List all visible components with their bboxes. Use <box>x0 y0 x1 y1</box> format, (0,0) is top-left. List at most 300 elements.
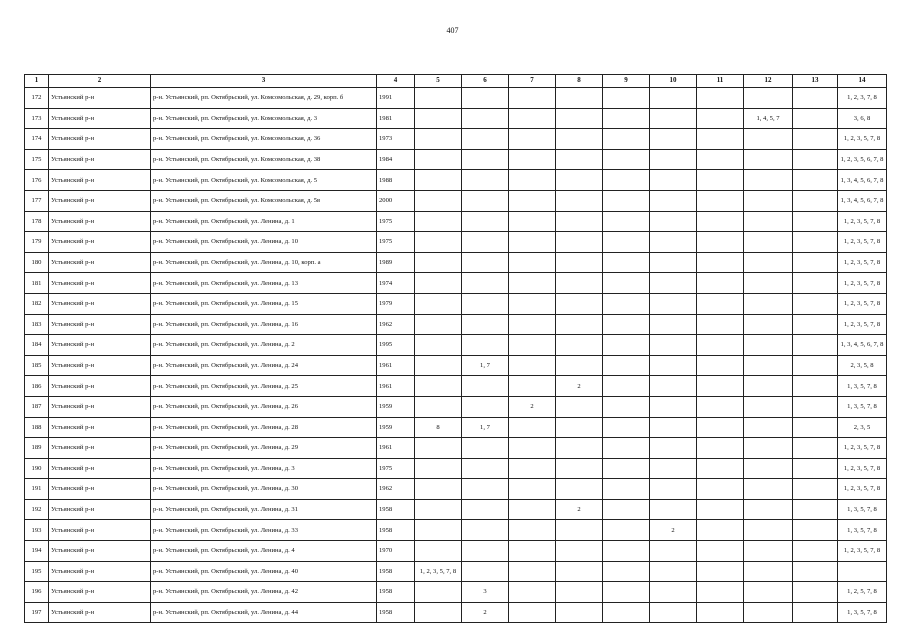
col9-cell <box>603 108 650 129</box>
table-row <box>25 376 887 397</box>
table-row <box>25 417 887 438</box>
col5-cell <box>415 293 462 314</box>
col13-cell <box>793 273 838 294</box>
col14-cell: 1, 2, 3, 5, 7, 8 <box>838 479 887 500</box>
col10-cell <box>650 438 697 459</box>
district-cell: Устьянский р-н <box>49 438 151 459</box>
col13-cell <box>793 252 838 273</box>
col9-cell <box>603 520 650 541</box>
col8-cell <box>556 129 603 150</box>
address-cell: р-н. Устьянский, рп. Октябрьский, ул. Ленина, д. 24 <box>151 355 377 376</box>
col7-cell <box>509 149 556 170</box>
address-cell: р-н. Устьянский, рп. Октябрьский, ул. Ленина, д. 31 <box>151 499 377 520</box>
col14-cell: 1, 3, 5, 7, 8 <box>838 396 887 417</box>
col11-cell <box>697 335 744 356</box>
col9-cell <box>603 499 650 520</box>
col5-cell: 1, 2, 3, 5, 7, 8 <box>415 561 462 582</box>
col6-cell <box>462 314 509 335</box>
col11-cell <box>697 355 744 376</box>
col11-cell <box>697 314 744 335</box>
col11-cell <box>697 520 744 541</box>
col11-cell <box>697 273 744 294</box>
col9-cell <box>603 149 650 170</box>
address-cell: р-н. Устьянский, рп. Октябрьский, ул. Ленина, д. 15 <box>151 293 377 314</box>
col6-cell: 1, 7 <box>462 355 509 376</box>
col14-cell: 1, 2, 3, 5, 6, 7, 8 <box>838 149 887 170</box>
row-number: 177 <box>25 190 49 211</box>
col14-cell: 1, 2, 3, 5, 7, 8 <box>838 273 887 294</box>
address-cell: р-н. Устьянский, рп. Октябрьский, ул. Ленина, д. 29 <box>151 438 377 459</box>
col9-cell <box>603 561 650 582</box>
col10-cell <box>650 211 697 232</box>
col8-cell <box>556 541 603 562</box>
district-cell: Устьянский р-н <box>49 232 151 253</box>
col8-cell <box>556 88 603 109</box>
col13-cell <box>793 149 838 170</box>
col7-cell <box>509 541 556 562</box>
col6-cell <box>462 273 509 294</box>
col7-cell <box>509 355 556 376</box>
address-cell: р-н. Устьянский, рп. Октябрьский, ул. Комсомольская, д. 38 <box>151 149 377 170</box>
district-cell: Устьянский р-н <box>49 582 151 603</box>
col13-cell <box>793 561 838 582</box>
col6-cell <box>462 479 509 500</box>
year-cell: 1958 <box>377 499 415 520</box>
row-number: 196 <box>25 582 49 603</box>
col10-cell <box>650 170 697 191</box>
col10-cell <box>650 479 697 500</box>
col6-cell <box>462 458 509 479</box>
col6-cell <box>462 396 509 417</box>
table-row <box>25 88 887 109</box>
col5-cell <box>415 149 462 170</box>
district-cell: Устьянский р-н <box>49 417 151 438</box>
table-header <box>25 75 887 88</box>
district-cell: Устьянский р-н <box>49 129 151 150</box>
year-cell: 1984 <box>377 149 415 170</box>
col14-cell <box>838 561 887 582</box>
col13-cell <box>793 129 838 150</box>
address-cell: р-н. Устьянский, рп. Октябрьский, ул. Ленина, д. 25 <box>151 376 377 397</box>
col8-cell <box>556 335 603 356</box>
col14-cell: 1, 3, 4, 5, 6, 7, 8 <box>838 190 887 211</box>
column-header: 4 <box>377 75 415 88</box>
housing-table <box>24 74 887 623</box>
year-cell: 1961 <box>377 376 415 397</box>
col7-cell <box>509 108 556 129</box>
col12-cell <box>744 252 793 273</box>
col12-cell <box>744 438 793 459</box>
col14-cell: 1, 2, 3, 5, 7, 8 <box>838 458 887 479</box>
year-cell: 1958 <box>377 582 415 603</box>
col13-cell <box>793 602 838 623</box>
col13-cell <box>793 170 838 191</box>
table-row <box>25 335 887 356</box>
col5-cell <box>415 602 462 623</box>
col9-cell <box>603 458 650 479</box>
row-number: 189 <box>25 438 49 459</box>
col9-cell <box>603 376 650 397</box>
table-row <box>25 149 887 170</box>
col14-cell: 1, 2, 3, 5, 7, 8 <box>838 293 887 314</box>
col12-cell: 1, 4, 5, 7 <box>744 108 793 129</box>
row-number: 172 <box>25 88 49 109</box>
table-row <box>25 479 887 500</box>
table-row <box>25 170 887 191</box>
table-row <box>25 273 887 294</box>
col8-cell: 2 <box>556 499 603 520</box>
col11-cell <box>697 438 744 459</box>
col7-cell <box>509 417 556 438</box>
year-cell: 1961 <box>377 355 415 376</box>
col14-cell: 1, 2, 3, 5, 7, 8 <box>838 438 887 459</box>
table-row <box>25 541 887 562</box>
col14-cell: 3, 6, 8 <box>838 108 887 129</box>
address-cell: р-н. Устьянский, рп. Октябрьский, ул. Комсомольская, д. 5 <box>151 170 377 191</box>
district-cell: Устьянский р-н <box>49 335 151 356</box>
district-cell: Устьянский р-н <box>49 190 151 211</box>
col5-cell <box>415 211 462 232</box>
col13-cell <box>793 335 838 356</box>
table-row <box>25 129 887 150</box>
col13-cell <box>793 232 838 253</box>
district-cell: Устьянский р-н <box>49 273 151 294</box>
col11-cell <box>697 252 744 273</box>
col6-cell <box>462 335 509 356</box>
col7-cell <box>509 252 556 273</box>
col10-cell <box>650 190 697 211</box>
col7-cell <box>509 582 556 603</box>
col9-cell <box>603 170 650 191</box>
row-number: 187 <box>25 396 49 417</box>
year-cell: 1975 <box>377 458 415 479</box>
col9-cell <box>603 252 650 273</box>
table-row <box>25 602 887 623</box>
col5-cell <box>415 88 462 109</box>
col9-cell <box>603 582 650 603</box>
col5-cell <box>415 273 462 294</box>
row-number: 173 <box>25 108 49 129</box>
col8-cell <box>556 479 603 500</box>
col6-cell <box>462 211 509 232</box>
table-row <box>25 355 887 376</box>
col9-cell <box>603 232 650 253</box>
col10-cell <box>650 541 697 562</box>
col10-cell <box>650 129 697 150</box>
col13-cell <box>793 190 838 211</box>
col8-cell <box>556 602 603 623</box>
col10-cell <box>650 314 697 335</box>
column-header: 7 <box>509 75 556 88</box>
address-cell: р-н. Устьянский, рп. Октябрьский, ул. Ленина, д. 10, корп. а <box>151 252 377 273</box>
row-number: 174 <box>25 129 49 150</box>
col5-cell <box>415 541 462 562</box>
col5-cell <box>415 232 462 253</box>
col5-cell <box>415 458 462 479</box>
col8-cell <box>556 355 603 376</box>
col14-cell: 1, 2, 3, 5, 7, 8 <box>838 252 887 273</box>
col10-cell <box>650 149 697 170</box>
col5-cell <box>415 396 462 417</box>
col8-cell <box>556 170 603 191</box>
row-number: 178 <box>25 211 49 232</box>
col13-cell <box>793 88 838 109</box>
col13-cell <box>793 417 838 438</box>
col9-cell <box>603 273 650 294</box>
table-row <box>25 396 887 417</box>
col9-cell <box>603 88 650 109</box>
column-header: 2 <box>49 75 151 88</box>
col10-cell <box>650 252 697 273</box>
col10-cell <box>650 293 697 314</box>
row-number: 186 <box>25 376 49 397</box>
table-row <box>25 314 887 335</box>
col7-cell <box>509 602 556 623</box>
col13-cell <box>793 396 838 417</box>
col9-cell <box>603 417 650 438</box>
col12-cell <box>744 232 793 253</box>
col6-cell <box>462 88 509 109</box>
col7-cell <box>509 170 556 191</box>
col7-cell <box>509 499 556 520</box>
col13-cell <box>793 582 838 603</box>
table-row <box>25 293 887 314</box>
col12-cell <box>744 396 793 417</box>
col11-cell <box>697 293 744 314</box>
col8-cell <box>556 190 603 211</box>
district-cell: Устьянский р-н <box>49 211 151 232</box>
address-cell: р-н. Устьянский, рп. Октябрьский, ул. Ленина, д. 33 <box>151 520 377 541</box>
col12-cell <box>744 582 793 603</box>
page-number: 407 <box>446 26 459 35</box>
row-number: 183 <box>25 314 49 335</box>
address-cell: р-н. Устьянский, рп. Октябрьский, ул. Ленина, д. 3 <box>151 458 377 479</box>
table-row <box>25 190 887 211</box>
address-cell: р-н. Устьянский, рп. Октябрьский, ул. Комсомольская, д. 36 <box>151 129 377 150</box>
col9-cell <box>603 602 650 623</box>
col11-cell <box>697 561 744 582</box>
col7-cell <box>509 232 556 253</box>
col11-cell <box>697 458 744 479</box>
col13-cell <box>793 293 838 314</box>
district-cell: Устьянский р-н <box>49 479 151 500</box>
table-row <box>25 520 887 541</box>
col13-cell <box>793 314 838 335</box>
col7-cell <box>509 520 556 541</box>
year-cell: 1961 <box>377 438 415 459</box>
col10-cell <box>650 499 697 520</box>
row-number: 194 <box>25 541 49 562</box>
col5-cell: 8 <box>415 417 462 438</box>
col10-cell <box>650 458 697 479</box>
col11-cell <box>697 108 744 129</box>
year-cell: 1962 <box>377 479 415 500</box>
col12-cell <box>744 129 793 150</box>
col12-cell <box>744 211 793 232</box>
col8-cell <box>556 252 603 273</box>
col13-cell <box>793 438 838 459</box>
address-cell: р-н. Устьянский, рп. Октябрьский, ул. Ленина, д. 28 <box>151 417 377 438</box>
col13-cell <box>793 211 838 232</box>
col6-cell <box>462 376 509 397</box>
col5-cell <box>415 438 462 459</box>
col10-cell <box>650 561 697 582</box>
col13-cell <box>793 541 838 562</box>
col10-cell <box>650 88 697 109</box>
col6-cell <box>462 252 509 273</box>
year-cell: 1958 <box>377 602 415 623</box>
year-cell: 2000 <box>377 190 415 211</box>
col8-cell <box>556 293 603 314</box>
col7-cell <box>509 335 556 356</box>
table-body <box>25 88 887 623</box>
col7-cell <box>509 438 556 459</box>
col8-cell <box>556 149 603 170</box>
year-cell: 1959 <box>377 396 415 417</box>
district-cell: Устьянский р-н <box>49 458 151 479</box>
row-number: 179 <box>25 232 49 253</box>
column-header: 3 <box>151 75 377 88</box>
col12-cell <box>744 458 793 479</box>
year-cell: 1988 <box>377 170 415 191</box>
col8-cell <box>556 273 603 294</box>
col13-cell <box>793 376 838 397</box>
col6-cell <box>462 129 509 150</box>
col10-cell <box>650 355 697 376</box>
col7-cell <box>509 561 556 582</box>
row-number: 190 <box>25 458 49 479</box>
col8-cell <box>556 520 603 541</box>
col9-cell <box>603 129 650 150</box>
district-cell: Устьянский р-н <box>49 499 151 520</box>
col11-cell <box>697 190 744 211</box>
col6-cell <box>462 520 509 541</box>
col7-cell <box>509 190 556 211</box>
col5-cell <box>415 499 462 520</box>
col11-cell <box>697 232 744 253</box>
col12-cell <box>744 417 793 438</box>
col14-cell: 2, 3, 5 <box>838 417 887 438</box>
address-cell: р-н. Устьянский, рп. Октябрьский, ул. Ленина, д. 4 <box>151 541 377 562</box>
district-cell: Устьянский р-н <box>49 314 151 335</box>
col9-cell <box>603 355 650 376</box>
col11-cell <box>697 602 744 623</box>
col7-cell <box>509 314 556 335</box>
col11-cell <box>697 88 744 109</box>
col13-cell <box>793 355 838 376</box>
district-cell: Устьянский р-н <box>49 541 151 562</box>
col6-cell <box>462 190 509 211</box>
year-cell: 1981 <box>377 108 415 129</box>
col12-cell <box>744 541 793 562</box>
col12-cell <box>744 190 793 211</box>
address-cell: р-н. Устьянский, рп. Октябрьский, ул. Ленина, д. 1 <box>151 211 377 232</box>
table-row <box>25 438 887 459</box>
row-number: 192 <box>25 499 49 520</box>
col8-cell <box>556 232 603 253</box>
col12-cell <box>744 88 793 109</box>
col8-cell <box>556 561 603 582</box>
col9-cell <box>603 190 650 211</box>
col13-cell <box>793 108 838 129</box>
col10-cell <box>650 232 697 253</box>
col8-cell <box>556 396 603 417</box>
column-header: 14 <box>838 75 887 88</box>
col8-cell <box>556 458 603 479</box>
address-cell: р-н. Устьянский, рп. Октябрьский, ул. Ленина, д. 26 <box>151 396 377 417</box>
col12-cell <box>744 499 793 520</box>
col12-cell <box>744 376 793 397</box>
col5-cell <box>415 376 462 397</box>
col12-cell <box>744 314 793 335</box>
col6-cell <box>462 170 509 191</box>
col8-cell <box>556 314 603 335</box>
col5-cell <box>415 582 462 603</box>
col8-cell <box>556 582 603 603</box>
col9-cell <box>603 438 650 459</box>
col12-cell <box>744 273 793 294</box>
col9-cell <box>603 479 650 500</box>
col5-cell <box>415 520 462 541</box>
col11-cell <box>697 479 744 500</box>
district-cell: Устьянский р-н <box>49 520 151 541</box>
district-cell: Устьянский р-н <box>49 376 151 397</box>
col11-cell <box>697 211 744 232</box>
col14-cell: 1, 2, 3, 5, 7, 8 <box>838 129 887 150</box>
col14-cell: 1, 2, 3, 7, 8 <box>838 88 887 109</box>
year-cell: 1958 <box>377 520 415 541</box>
year-cell: 1975 <box>377 232 415 253</box>
col6-cell <box>462 438 509 459</box>
column-header: 13 <box>793 75 838 88</box>
address-cell: р-н. Устьянский, рп. Октябрьский, ул. Ленина, д. 13 <box>151 273 377 294</box>
col10-cell <box>650 273 697 294</box>
row-number: 195 <box>25 561 49 582</box>
table-row <box>25 582 887 603</box>
col10-cell <box>650 396 697 417</box>
col5-cell <box>415 479 462 500</box>
col10-cell <box>650 376 697 397</box>
col6-cell <box>462 293 509 314</box>
col6-cell <box>462 232 509 253</box>
row-number: 181 <box>25 273 49 294</box>
col10-cell <box>650 108 697 129</box>
col12-cell <box>744 335 793 356</box>
col6-cell: 3 <box>462 582 509 603</box>
col12-cell <box>744 149 793 170</box>
col9-cell <box>603 314 650 335</box>
address-cell: р-н. Устьянский, рп. Октябрьский, ул. Комсомольская, д. 5в <box>151 190 377 211</box>
column-header: 12 <box>744 75 793 88</box>
address-cell: р-н. Устьянский, рп. Октябрьский, ул. Ленина, д. 44 <box>151 602 377 623</box>
col10-cell <box>650 602 697 623</box>
col5-cell <box>415 252 462 273</box>
column-header: 10 <box>650 75 697 88</box>
col8-cell <box>556 438 603 459</box>
col9-cell <box>603 211 650 232</box>
col7-cell <box>509 129 556 150</box>
col14-cell: 1, 2, 3, 5, 7, 8 <box>838 211 887 232</box>
year-cell: 1974 <box>377 273 415 294</box>
col11-cell <box>697 582 744 603</box>
col11-cell <box>697 170 744 191</box>
district-cell: Устьянский р-н <box>49 396 151 417</box>
col10-cell <box>650 582 697 603</box>
col11-cell <box>697 499 744 520</box>
col12-cell <box>744 355 793 376</box>
col14-cell: 1, 2, 3, 5, 7, 8 <box>838 232 887 253</box>
address-cell: р-н. Устьянский, рп. Октябрьский, ул. Ленина, д. 2 <box>151 335 377 356</box>
